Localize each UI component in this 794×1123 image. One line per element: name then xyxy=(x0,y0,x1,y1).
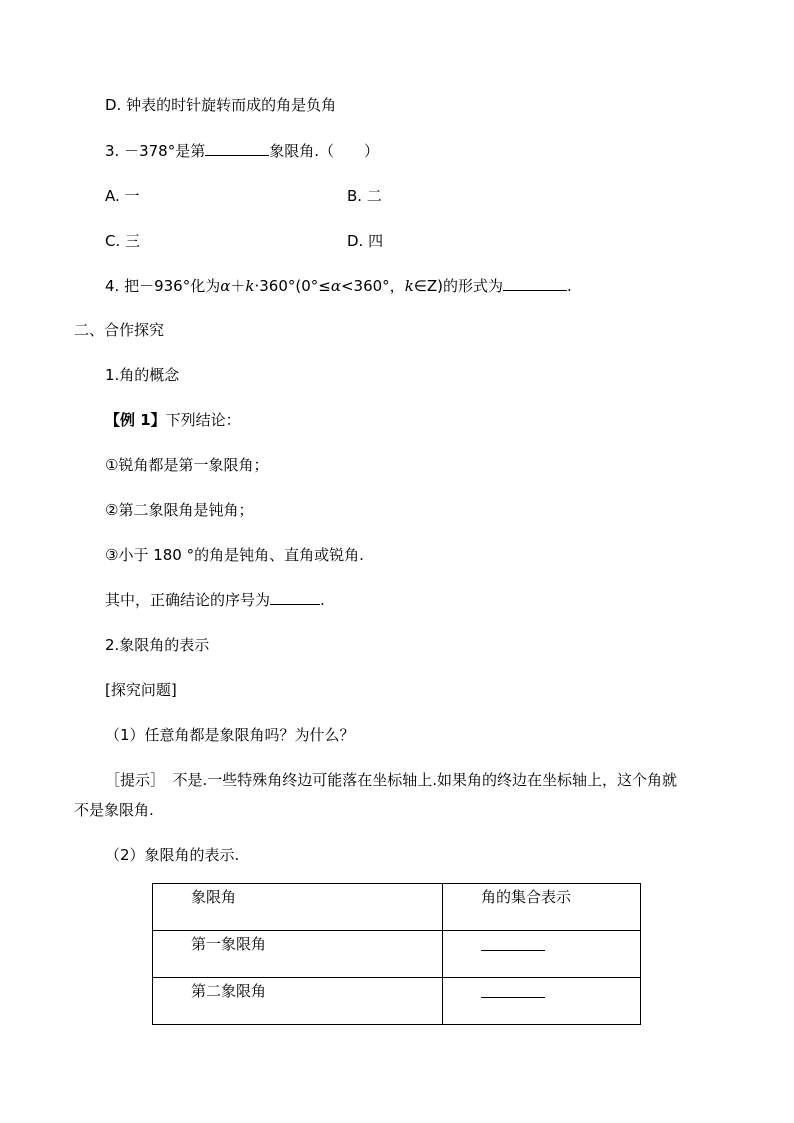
q4-mid2: <360°， xyxy=(340,277,405,295)
question-2: （2）象限角的表示. xyxy=(105,846,240,864)
question-4 xyxy=(105,276,572,296)
quadrant-table xyxy=(152,883,641,1025)
question-3 xyxy=(105,141,379,161)
hint-line-1: ［提示］ 不是.一些特殊角终边可能落在坐标轴上.如果角的终边在坐标轴上，这个角就 xyxy=(105,771,678,789)
set-answer-blank[interactable] xyxy=(481,933,545,951)
section-heading: 二、合作探究 xyxy=(74,321,165,339)
q3-prefix: 3. －378°是第 xyxy=(105,142,206,160)
table-header-set: 角的集合表示 xyxy=(443,884,641,931)
q4-k2: k xyxy=(404,277,414,295)
table-header-row xyxy=(153,884,641,931)
q3-answer-blank[interactable] xyxy=(205,141,269,156)
q4-mid: ·360°(0°≤ xyxy=(254,277,331,295)
q3-option-d: D. 四 xyxy=(347,232,384,250)
example-1-text: 下列结论： xyxy=(165,411,241,429)
example-1 xyxy=(105,410,241,430)
table-cell-set xyxy=(443,931,641,978)
hint-line-2: 不是象限角. xyxy=(74,801,154,819)
q3-suffix: 象限角.（ ） xyxy=(269,142,379,160)
q3-option-a: A. 一 xyxy=(105,187,140,205)
example-1-label: 【例 1】 xyxy=(105,411,166,429)
table-cell-name: 第二象限角 xyxy=(153,978,443,1025)
q4-end: . xyxy=(566,277,572,295)
q2-option-d: D. 钟表的时针旋转而成的角是负角 xyxy=(105,96,337,114)
answer-prompt-text: 其中，正确结论的序号为 xyxy=(105,591,271,609)
q4-prefix: 4. 把－936°化为 xyxy=(105,277,221,295)
table-cell-set xyxy=(443,978,641,1025)
answer-prompt-end: . xyxy=(320,591,325,609)
sub2-heading: 2.象限角的表示 xyxy=(105,636,210,654)
answer-blank[interactable] xyxy=(270,590,320,605)
table-header-name: 象限角 xyxy=(153,884,443,931)
q4-k: k xyxy=(245,277,255,295)
q4-suffix: ∈Z)的形式为 xyxy=(413,277,503,295)
answer-prompt xyxy=(105,590,325,610)
table-row xyxy=(153,978,641,1025)
q3-option-b: B. 二 xyxy=(347,187,382,205)
set-answer-blank[interactable] xyxy=(481,980,545,998)
explore-label: [探究问题] xyxy=(105,681,177,699)
q4-alpha2: α xyxy=(330,277,341,295)
statement-2: ②第二象限角是钝角； xyxy=(105,501,254,519)
question-1: （1）任意角都是象限角吗？为什么？ xyxy=(105,726,355,744)
table-row xyxy=(153,931,641,978)
q4-answer-blank[interactable] xyxy=(503,276,567,291)
statement-1: ①锐角都是第一象限角； xyxy=(105,456,269,474)
q3-option-c: C. 三 xyxy=(105,232,141,250)
q4-plus: ＋ xyxy=(230,277,246,295)
table-cell-name: 第一象限角 xyxy=(153,931,443,978)
statement-3: ③小于 180 °的角是钝角、直角或锐角. xyxy=(105,546,364,564)
sub1-heading: 1.角的概念 xyxy=(105,366,180,384)
q4-alpha: α xyxy=(220,277,231,295)
